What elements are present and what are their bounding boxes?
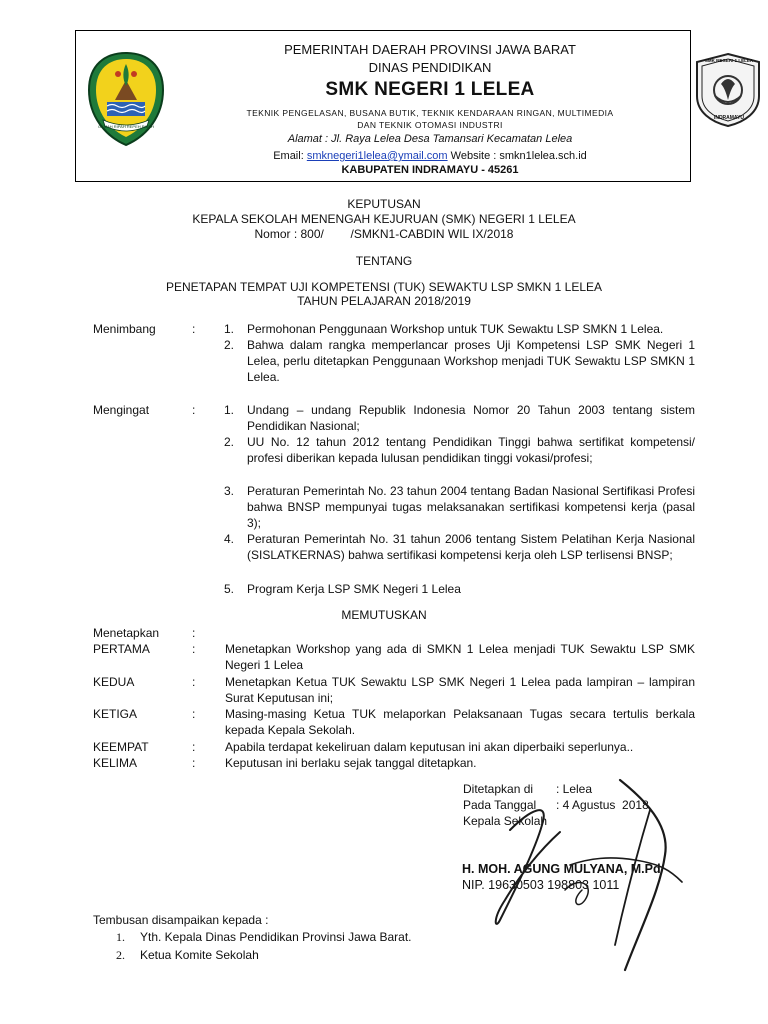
keempat-label: KEEMPAT	[93, 740, 149, 754]
school-name: SMK NEGERI 1 LELEA	[325, 79, 535, 100]
mengingat-num-5: 5.	[224, 582, 235, 596]
mengingat-item-5: Program Kerja LSP SMK Negeri 1 Lelea	[247, 582, 461, 596]
tanggal-value: : 4 Agustus 2018	[556, 798, 649, 812]
email-link[interactable]: smknegeri1lelea@ymail.com	[306, 150, 448, 162]
tembusan-item-2: Ketua Komite Sekolah	[140, 948, 259, 962]
pertama-colon: :	[192, 642, 196, 656]
right-seal-top-text: SMK NEGERI 1 LELEA	[704, 58, 754, 63]
school-address: Alamat : Jl. Raya Lelea Desa Tamansari Kecamatan Lelea	[287, 133, 573, 145]
programs-line-1: TEKNIK PENGELASAN, BUSANA BUTIK, TEKNIK KENDARAAN RINGAN, MULTIMEDIA	[246, 108, 614, 118]
menimbang-label: Menimbang	[93, 322, 156, 336]
signatory-name: H. MOH. AGUNG MULYANA, M.Pd	[462, 862, 661, 876]
department-name: DINAS PENDIDIKAN	[368, 60, 492, 75]
decree-issuer: KEPALA SEKOLAH MENENGAH KEJURUAN (SMK) NEGERI 1 LELEA	[192, 212, 576, 226]
regency-postal: KABUPATEN INDRAMAYU - 45261	[341, 164, 519, 176]
kedua-label: KEDUA	[93, 675, 135, 689]
decree-academic-year: TAHUN PELAJARAN 2018/2019	[297, 294, 471, 308]
tembusan-num-2: 2.	[116, 948, 125, 962]
menetapkan-colon: :	[192, 626, 196, 640]
ditetapkan-label: Ditetapkan di	[463, 782, 534, 796]
government-name: PEMERINTAH DAERAH PROVINSI JAWA BARAT	[284, 42, 576, 57]
menimbang-num-1: 1.	[224, 322, 235, 336]
mengingat-num-1: 1.	[224, 403, 235, 417]
mengingat-label: Mengingat	[93, 403, 150, 417]
email-label: Email:	[273, 150, 307, 162]
left-emblem-motto: GEMAH RIPAH REPEH RAPIH	[98, 124, 154, 129]
handwritten-signature	[420, 770, 710, 990]
kedua-text: Menetapkan Ketua TUK Sewaktu LSP SMK Negeri 1 Lelea pada lampiran – lampiran Surat Keputusan ini;	[225, 675, 695, 705]
ketiga-label: KETIGA	[93, 707, 138, 721]
kelima-colon: :	[192, 756, 196, 770]
mengingat-colon: :	[192, 403, 196, 417]
menimbang-item-1: Permohonan Penggunaan Workshop untuk TUK Sewaktu LSP SMKN 1 Lelea.	[247, 322, 664, 336]
keempat-text: Apabila terdapat kekeliruan dalam keputusan ini akan diperbaiki seperlunya..	[225, 740, 634, 754]
kelima-label: KELIMA	[93, 756, 138, 770]
pertama-label: PERTAMA	[93, 642, 150, 656]
website-text: Website : smkn1lelea.sch.id	[447, 150, 587, 162]
menetapkan-label: Menetapkan	[93, 626, 160, 640]
ketiga-text: Masing-masing Ketua TUK melaporkan Pelaksanaan Tugas secara tertulis berkala kepada Kepala Sekolah.	[225, 707, 695, 737]
decree-number: Nomor : 800/ /SMKN1-CABDIN WIL IX/2018	[254, 227, 514, 241]
ketiga-colon: :	[192, 707, 196, 721]
kelima-text: Keputusan ini berlaku sejak tanggal ditetapkan.	[225, 756, 477, 770]
decree-subject: PENETAPAN TEMPAT UJI KOMPETENSI (TUK) SEWAKTU LSP SMKN 1 LELEA	[165, 280, 603, 294]
menimbang-num-2: 2.	[224, 338, 235, 352]
menimbang-colon: :	[192, 322, 196, 336]
west-java-emblem-logo	[85, 50, 167, 148]
decree-about-heading: TENTANG	[355, 254, 413, 268]
kedua-colon: :	[192, 675, 196, 689]
ditetapkan-value: : Lelea	[556, 782, 593, 796]
memutuskan-heading: MEMUTUSKAN	[341, 608, 427, 622]
tembusan-item-1: Yth. Kepala Dinas Pendidikan Provinsi Jawa Barat.	[140, 930, 412, 944]
decree-heading: KEPUTUSAN	[347, 197, 421, 211]
tembusan-num-1: 1.	[116, 930, 125, 944]
signatory-nip: NIP. 19630503 198803 1011	[462, 878, 620, 892]
mengingat-num-4: 4.	[224, 532, 235, 546]
mengingat-item-4: Peraturan Pemerintah No. 31 tahun 2006 tentang Sistem Pelatihan Kerja Nasional (SISLATKERNAS) bahwa sertifikasi kompetensi kerja oleh LSP terlisensi BNSP;	[247, 532, 695, 562]
contact-line	[170, 150, 690, 162]
mengingat-num-2: 2.	[224, 435, 235, 449]
jabatan-title: Kepala Sekolah	[463, 814, 548, 828]
right-seal-bottom-text: INDRAMAYU	[713, 115, 745, 121]
mengingat-num-3: 3.	[224, 484, 235, 498]
mengingat-item-1: Undang – undang Republik Indonesia Nomor 20 Tahun 2003 tentang sistem Pendidikan Nasional;	[247, 403, 695, 433]
tembusan-title: Tembusan disampaikan kepada :	[93, 913, 269, 927]
keempat-colon: :	[192, 740, 196, 754]
programs-line-2: DAN TEKNIK OTOMASI INDUSTRI	[357, 120, 503, 130]
mengingat-item-3: Peraturan Pemerintah No. 23 tahun 2004 tentang Badan Nasional Sertifikasi Profesi bahwa BNSP mempunyai tugas melaksanakan sertifikasi kompetensi kerja (pasal 3);	[247, 484, 695, 530]
mengingat-item-2: UU No. 12 tahun 2012 tentang Pendidikan Tinggi bahwa sertifikat kompetensi/ profesi diberikan kepada lulusan pendidikan tinggi vokasi/profesi;	[247, 435, 695, 465]
menimbang-item-2: Bahwa dalam rangka memperlancar proses Uji Kompetensi LSP SMK Negeri 1 Lelea, perlu ditetapkan Penggunaan Workshop menjadi TUK Sewaktu LSP SMKN 1 Lelea.	[247, 338, 695, 384]
tanggal-label: Pada Tanggal	[463, 798, 537, 812]
pertama-text: Menetapkan Workshop yang ada di SMKN 1 Lelea menjadi TUK Sewaktu LSP SMK Negeri 1 Lelea	[225, 642, 695, 672]
